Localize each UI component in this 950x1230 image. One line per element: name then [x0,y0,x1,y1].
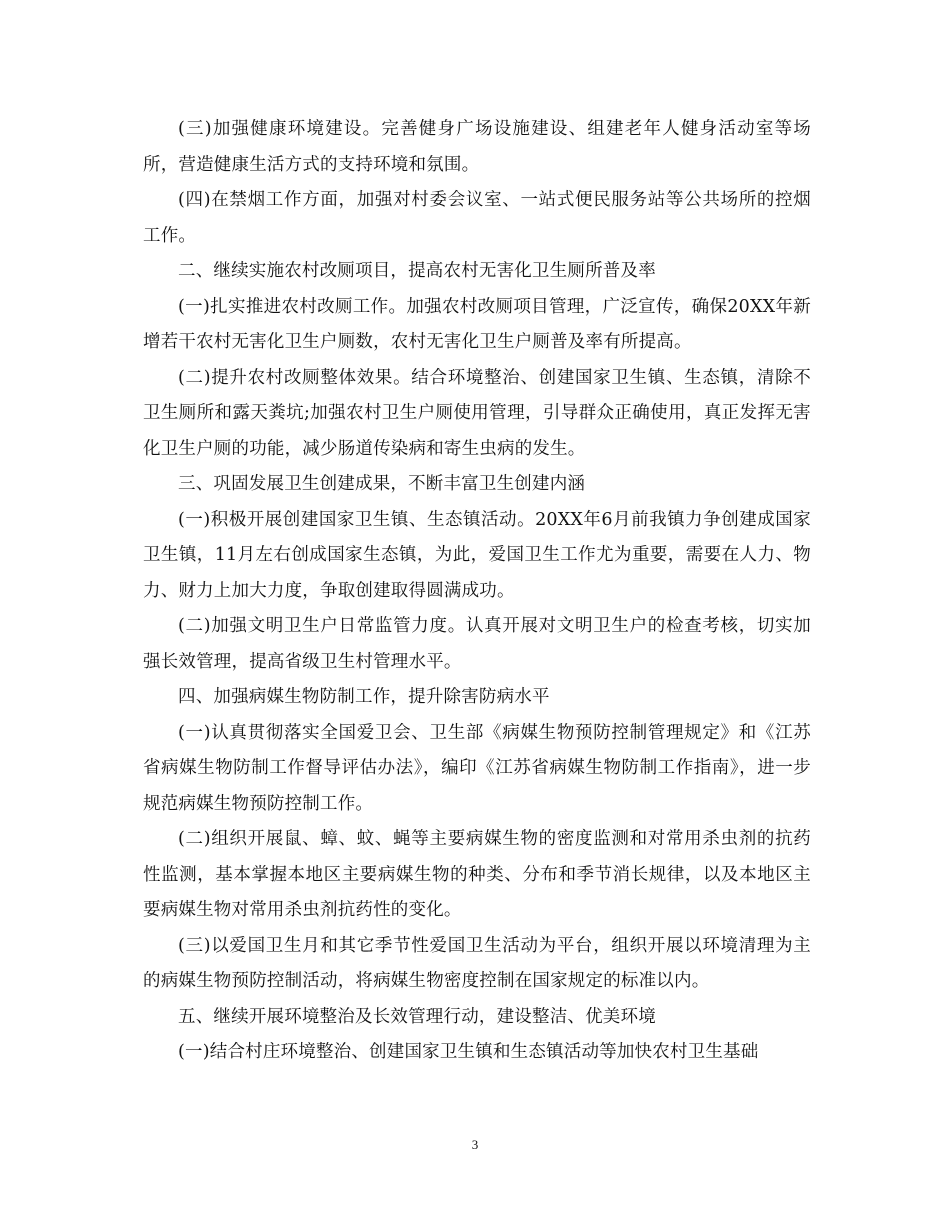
section-heading-vector-control: 四、加强病媒生物防制工作，提升除害防病水平 [178,687,550,707]
paragraph-patriotic-health-month: (三)以爱国卫生月和其它季节性爱国卫生活动为平台，组织开展以环境清理为主的病媒生物预防控制活动，将病媒生物密度控制在国家规定的标准以内。 [143,935,811,991]
paragraph-toilet-renovation-work: (一)扎实推进农村改厕工作。加强农村改厕项目管理，广泛宣传，确保20XX年新增若干农村无害化卫生户厕数，农村无害化卫生户厕普及率有所提高。 [143,296,811,352]
paragraph-vector-monitoring: (二)组织开展鼠、蟑、蚊、蝇等主要病媒生物的密度监测和对常用杀虫剂的抗药性监测，基本掌握本地区主要病媒生物的种类、分布和季节消长规律，以及本地区主要病媒生物对常用杀虫剂抗药性的变化。 [143,829,811,920]
page-number: 3 [471,1137,479,1152]
paragraph-vector-regulations: (一)认真贯彻落实全国爱卫会、卫生部《病媒生物预防控制管理规定》和《江苏省病媒生物防制工作督导评估办法》，编印《江苏省病媒生物防制工作指南》，进一步规范病媒生物预防控制工作。 [143,722,811,814]
paragraph-health-environment: (三)加强健康环境建设。完善健身广场设施建设、组建老年人健身活动室等场所，营造健康生活方式的支持环境和氛围。 [143,119,811,175]
section-heading-toilet-renovation: 二、继续实施农村改厕项目，提高农村无害化卫生厕所普及率 [178,261,656,281]
paragraph-toilet-renovation-effect: (二)提升农村改厕整体效果。结合环境整治、创建国家卫生镇、生态镇，清除不卫生厕所和露天粪坑;加强农村卫生户厕使用管理，引导群众正确使用，真正发挥无害化卫生户厕的功能，减少肠道传染病和寄生虫病的发生。 [143,367,811,459]
section-heading-sanitation-achievements: 三、巩固发展卫生创建成果，不断丰富卫生创建内涵 [178,474,586,494]
section-heading-environment-management: 五、继续开展环境整治及长效管理行动，建设整洁、优美环境 [178,1006,656,1027]
paragraph-national-sanitary-town: (一)积极开展创建国家卫生镇、生态镇活动。20XX年6月前我镇力争创建成国家卫生镇，11月左右创成国家生态镇，为此，爱国卫生工作尤为重要，需要在人力、物力、财力上加大力度，争取创建取得圆满成功。 [143,509,811,601]
document-body [143,112,811,1071]
paragraph-village-environment: (一)结合村庄环境整治、创建国家卫生镇和生态镇活动等加快农村卫生基础 [178,1042,759,1062]
paragraph-smoking-control: (四)在禁烟工作方面，加强对村委会议室、一站式便民服务站等公共场所的控烟工作。 [143,190,811,246]
paragraph-civilized-household: (二)加强文明卫生户日常监管力度。认真开展对文明卫生户的检查考核，切实加强长效管理，提高省级卫生村管理水平。 [143,616,811,672]
